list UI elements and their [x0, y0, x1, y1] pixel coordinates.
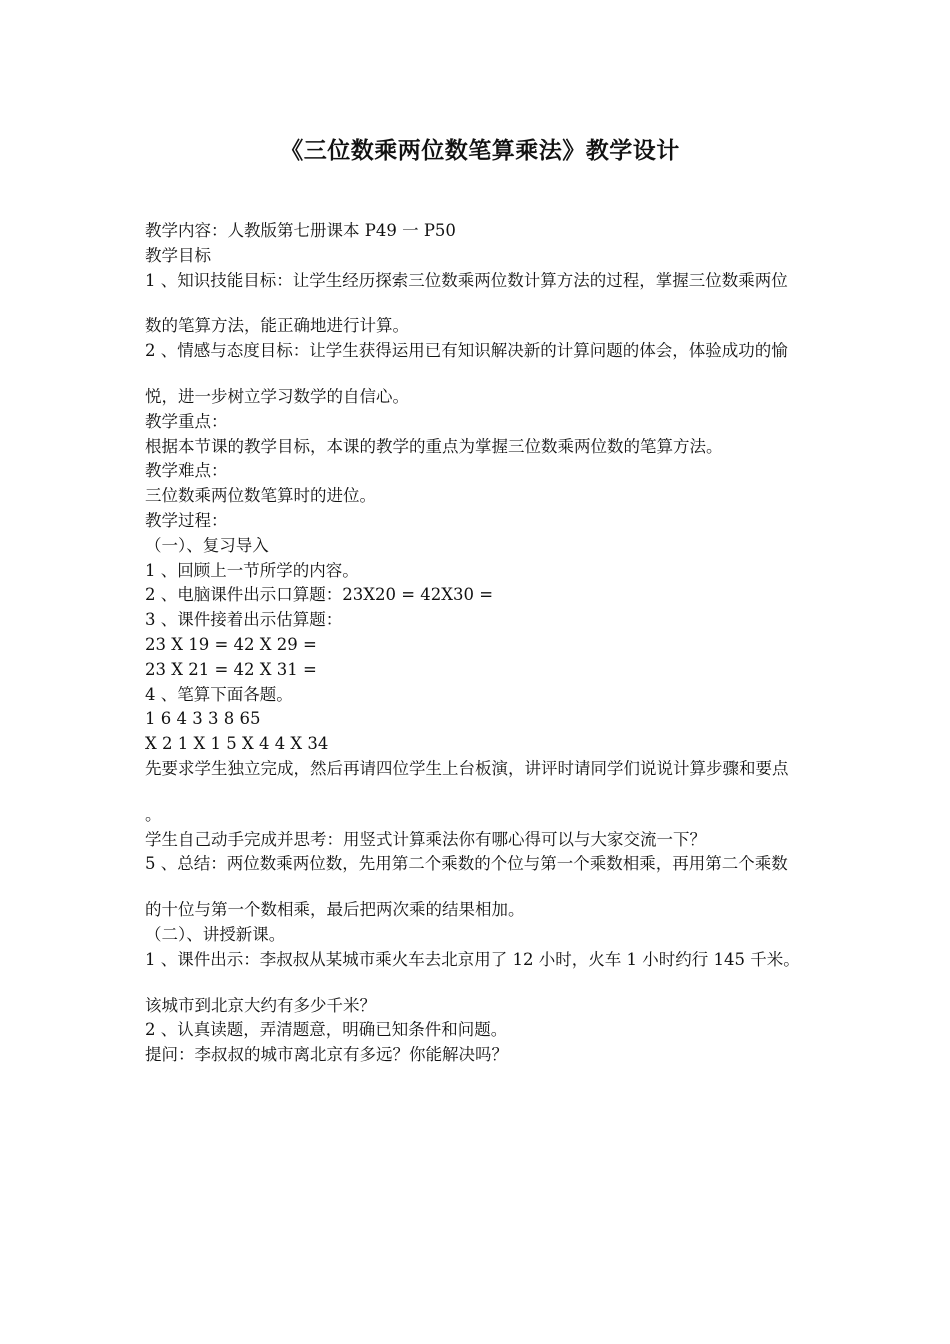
- text-line-key-point-heading: 教学重点：: [145, 411, 228, 431]
- text-line-section-1: （一）、复习导入: [145, 535, 269, 555]
- text-line-teaching-goals: 教学目标: [145, 245, 211, 265]
- text-line-new-2: 2 、认真读题，弄清题意，明确已知条件和问题。: [145, 1020, 508, 1040]
- text-line-new-1-cont: 该城市到北京大约有多少千米？: [145, 995, 376, 1015]
- text-line-new-1: 1 、课件出示：李叔叔从某城市乘火车去北京用了 12 小时，火车 1 小时约行 145 千米。: [145, 949, 800, 969]
- text-line-step-3: 3 、课件接着出示估算题：: [145, 610, 343, 630]
- text-line-problems-top: 1 6 4 3 3 8 65: [145, 709, 261, 729]
- text-line-summary-cont: 的十位与第一个数相乘，最后把两次乘的结果相加。: [145, 900, 525, 920]
- text-line-step-4: 4 、笔算下面各题。: [145, 684, 293, 704]
- text-line-goal-1: 1 、知识技能目标：让学生经历探索三位数乘两位数计算方法的过程，掌握三位数乘两位: [145, 270, 788, 290]
- text-line-question: 提问：李叔叔的城市离北京有多远？你能解决吗？: [145, 1045, 508, 1065]
- text-line-step-2: 2 、电脑课件出示口算题：23X20 = 42X30 =: [145, 585, 494, 605]
- text-line-step-1: 1 、回顾上一节所学的内容。: [145, 560, 359, 580]
- text-line-process-heading: 教学过程：: [145, 510, 228, 530]
- text-line-goal-2: 2 、情感与态度目标：让学生获得运用已有知识解决新的计算问题的体会，体验成功的愉: [145, 341, 788, 361]
- document-title: 《三位数乘两位数笔算乘法》教学设计: [280, 137, 680, 164]
- text-line-goal-2-cont: 悦，进一步树立学习数学的自信心。: [145, 386, 409, 406]
- paragraph-gap: [145, 293, 810, 314]
- text-line-problems-bottom: X 2 1 X 1 5 X 4 4 X 34: [145, 734, 329, 754]
- text-line-teaching-content: 教学内容：人教版第七册课本 P49 一 P50: [145, 221, 456, 240]
- paragraph-gap: [145, 364, 810, 385]
- text-line-estimate-1: 23 X 19 = 42 X 29 =: [145, 634, 317, 654]
- paragraph-gap: [145, 877, 810, 898]
- text-line-summary: 5 、总结：两位数乘两位数，先用第二个乘数的个位与第一个乘数相乘，再用第二个乘数: [145, 854, 788, 874]
- paragraph-gap: [145, 973, 810, 994]
- text-line-goal-1-cont: 数的笔算方法，能正确地进行计算。: [145, 316, 409, 336]
- document-body: [145, 219, 810, 1068]
- paragraph-gap: [145, 782, 810, 803]
- text-line-instructions: 先要求学生独立完成，然后再请四位学生上台板演，讲评时请同学们说说计算步骤和要点: [145, 758, 789, 778]
- text-line-difficulty-heading: 教学难点：: [145, 461, 228, 481]
- text-line-key-point: 根据本节课的教学目标，本课的教学的重点为掌握三位数乘两位数的笔算方法。: [145, 436, 723, 456]
- text-line-student-think: 学生自己动手完成并思考：用竖式计算乘法你有哪心得可以与大家交流一下？: [145, 829, 706, 849]
- text-line-estimate-2: 23 X 21 = 42 X 31 =: [145, 659, 317, 679]
- text-line-period: 。: [145, 804, 162, 824]
- text-line-difficulty: 三位数乘两位数笔算时的进位。: [145, 486, 376, 506]
- text-line-section-2: （二）、讲授新课。: [145, 924, 286, 944]
